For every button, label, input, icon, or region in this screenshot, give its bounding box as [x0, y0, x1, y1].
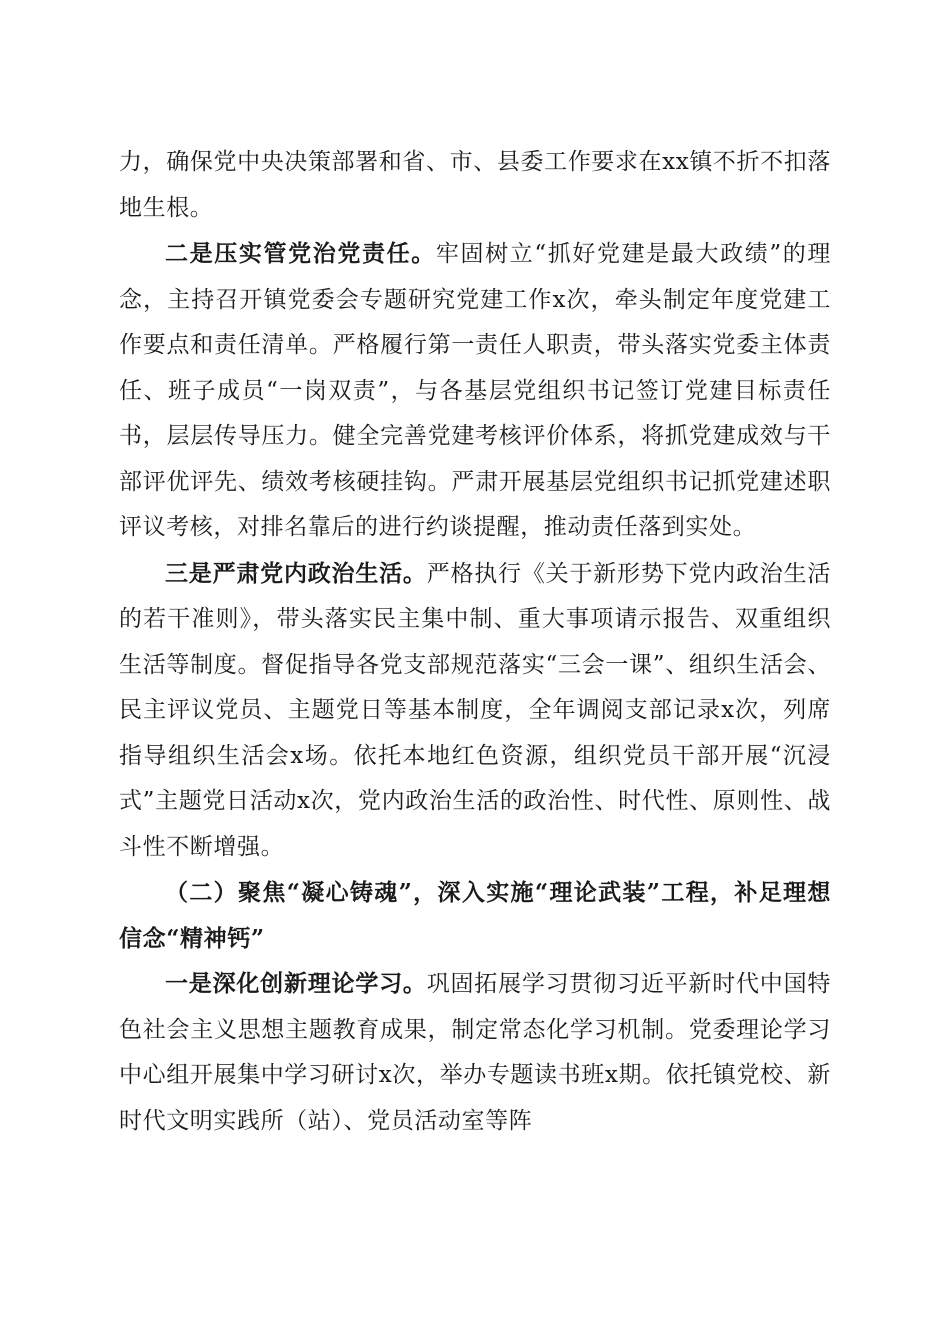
paragraph-party-responsibility [119, 231, 831, 551]
paragraph-body: 牢固树立“抓好党建是最大政绩”的理念，主持召开镇党委会专题研究党建工作x次，牵头制定年度党建工作要点和责任清单。严格履行第一责任人职责，带头落实党委主体责任、班子成员“一岗双责”，与各基层党组织书记签订党建目标责任书，层层传导压力。健全完善党建考核评价体系，将抓党建成效与干部评优评先、绩效考核硬挂钩。严肃开展基层党组织书记抓党建述职评议考核，对排名靠后的进行约谈提醒，推动责任落到实处。 [119, 241, 831, 540]
paragraph-theory-study [119, 961, 831, 1144]
section-heading: （二）聚焦“凝心铸魂”，深入实施“理论武装”工程，补足理想信念“精神钙” [119, 879, 831, 952]
paragraph-lead: 三是严肃党内政治生活。 [165, 559, 427, 587]
paragraph-lead: 一是深化创新理论学习。 [165, 970, 427, 997]
continuation-paragraph: 力，确保党中央决策部署和省、市、县委工作要求在xx镇不折不扣落地生根。 [119, 149, 831, 221]
paragraph-body: 严格执行《关于新形势下党内政治生活的若干准则》，带头落实民主集中制、重大事项请示报告、双重组织生活等制度。督促指导各党支部规范落实“三会一课”、组织生活会、民主评议党员、主题党日等基本制度，全年调阅支部记录x次，列席指导组织生活会x场。依托本地红色资源，组织党员干部开展“沉浸式”主题党日活动x次，党内政治生活的政治性、时代性、原则性、战斗性不断增强。 [119, 560, 831, 860]
document-body [119, 140, 831, 1144]
paragraph-body: 巩固拓展学习贯彻习近平新时代中国特色社会主义思想主题教育成果，制定常态化学习机制。党委理论学习中心组开展集中学习研讨x次，举办专题读书班x期。依托镇党校、新时代文明实践所（站）、党员活动室等阵 [119, 971, 831, 1134]
paragraph-political-life [119, 551, 831, 871]
paragraph-lead: 二是压实管党治党责任。 [165, 240, 436, 267]
